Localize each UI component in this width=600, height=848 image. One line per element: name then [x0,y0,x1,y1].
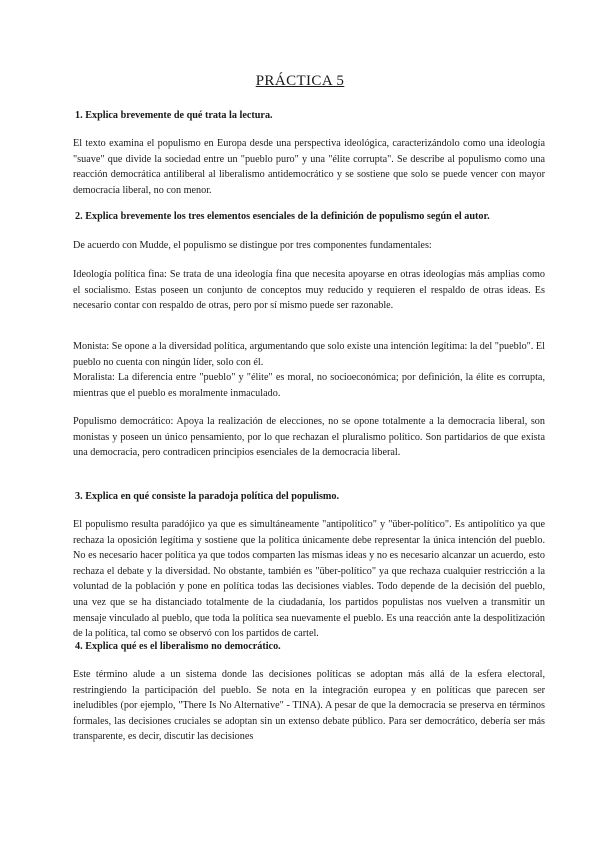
section-2-heading: 2. Explica brevemente los tres elementos esenciales de la definición de populismo según el autor. [75,211,490,222]
section-1-paragraph-1: El texto examina el populismo en Europa desde una perspectiva ideológica, caracterizándolo como una ideología "suave" que divide la sociedad entre un "pueblo puro" y una "élite corrupta". Se describe al populismo como una reacción democrática antiliberal al liberalismo antidemocrático y se sostiene que solo se puede vencer con mayor democracia liberal, no con menor. [73,138,545,196]
section-2-paragraph-3: Monista: Se opone a la diversidad política, argumentando que solo existe una intención legítima: la del "pueblo". El pueblo no cuenta con ningún líder, solo con él. [73,341,545,368]
section-1-heading: 1. Explica brevemente de qué trata la lectura. [75,110,273,121]
section-3-paragraph-1: El populismo resulta paradójico ya que es simultáneamente "antipolítico" y "über-político". Es antipolítico ya que rechaza la oposición legítima y sostiene que la política únicamente debe representar la única intención del pueblo. No es necesario hacer política ya que todos comparten las mismas ideas y no es necesario alcanzar un acuerdo, esto rechaza el debate y la diversidad. No obstante, también es "über-político" ya que rechaza cualquier restricción a la voluntad de la población y pone en política todas las decisiones viables. Todo depende de la decisión del pueblo, una vez que se ha distanciado totalmente de la ciudadanía, los partidos populistas nos vuelven a transmitir un mensaje vinculado al pueblo, que toda la política sea nuevamente el pueblo. Es una reacción ante la despolitización de la política, tal como se observó con los partidos de cartel. [73,519,545,640]
section-3-heading: 3. Explica en qué consiste la paradoja política del populismo. [75,491,340,502]
page-title: PRÁCTICA 5 [255,73,345,89]
section-2-paragraph-5: Populismo democrático: Apoya la realización de elecciones, no se opone totalmente a la democracia liberal, son monistas y poseen un único pensamiento, por lo que rechazan el pluralismo político. Son partidarios de que exista una democracia, pero contradicen principios esenciales de la democracia liberal. [73,416,545,459]
section-4-heading: 4. Explica qué es el liberalismo no democrático. [75,641,281,652]
section-2-paragraph-2: Ideología política fina: Se trata de una ideología fina que necesita apoyarse en otras ideologías más amplias como el socialismo. Estas poseen un conjunto de conceptos muy reducido y requieren el respaldo de otras ideas. Es necesario contar con respaldo de otras, pero por sí mismo puede ser razonable. [73,269,545,312]
section-4-paragraph-1: Este término alude a un sistema donde las decisiones políticas se adoptan más allá de la esfera electoral, restringiendo la participación del pueblo. Se nota en la integración europea y en políticas que parecen ser ineludibles (por ejemplo, "There Is No Alternative" - TINA). A pesar de que la democracia se preserva en términos formales, las decisiones cruciales se adoptan sin un extenso debate público. Para ser democrático, debería ser más transparente, es decir, discutir las decisiones [73,669,545,743]
section-2-paragraph-4: Moralista: La diferencia entre "pueblo" y "élite" es moral, no socioeconómica; por definición, la élite es corrupta, mientras que el pueblo es moralmente inmaculado. [73,372,545,399]
section-2-paragraph-1: De acuerdo con Mudde, el populismo se distingue por tres componentes fundamentales: [73,240,432,251]
